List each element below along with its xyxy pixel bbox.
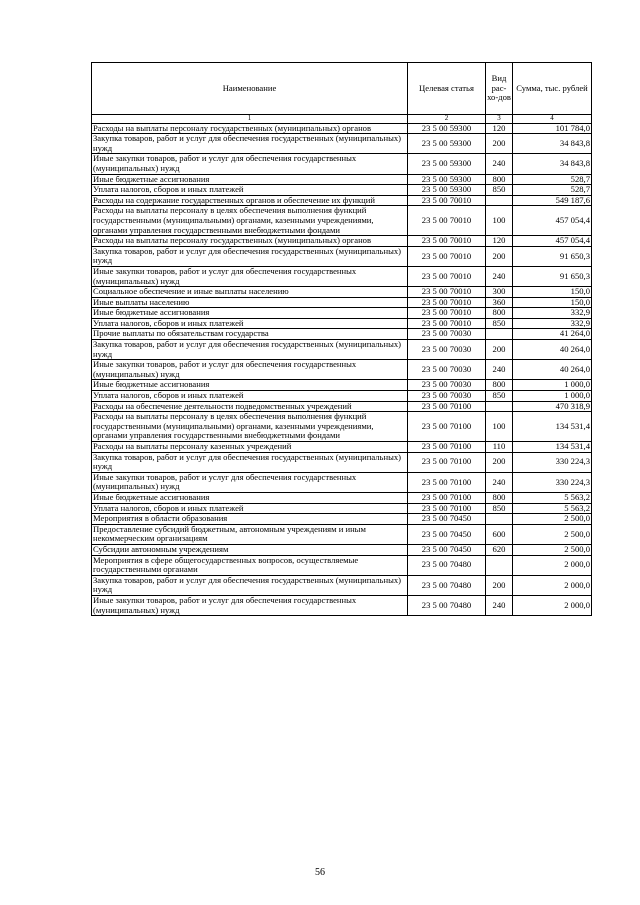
table-row xyxy=(92,340,592,360)
row-name: Расходы на выплаты персоналу казенных учреждений xyxy=(92,442,408,453)
row-target-article: 23 5 00 70010 xyxy=(408,266,486,286)
row-amount: 330 224,3 xyxy=(513,452,592,472)
row-expense-type xyxy=(486,401,513,412)
row-amount: 40 264,0 xyxy=(513,360,592,380)
row-expense-type xyxy=(486,555,513,575)
row-amount: 101 784,0 xyxy=(513,123,592,134)
row-expense-type: 800 xyxy=(486,380,513,391)
row-target-article: 23 5 00 59300 xyxy=(408,185,486,196)
row-name: Прочие выплаты по обязательствам государства xyxy=(92,329,408,340)
row-target-article: 23 5 00 70450 xyxy=(408,514,486,525)
table-row xyxy=(92,329,592,340)
row-name: Закупка товаров, работ и услуг для обеспечения государственных (муниципальных) нужд xyxy=(92,575,408,595)
row-target-article: 23 5 00 59300 xyxy=(408,154,486,174)
row-target-article: 23 5 00 70450 xyxy=(408,524,486,544)
budget-table-container xyxy=(91,62,591,616)
row-expense-type: 120 xyxy=(486,236,513,247)
row-amount: 457 054,4 xyxy=(513,206,592,236)
column-number: 1 xyxy=(92,115,408,124)
row-name: Расходы на выплаты персоналу государственных (муниципальных) органов xyxy=(92,236,408,247)
row-name: Иные бюджетные ассигнования xyxy=(92,380,408,391)
column-number-row xyxy=(92,115,592,124)
row-expense-type xyxy=(486,514,513,525)
table-row xyxy=(92,472,592,492)
table-row xyxy=(92,544,592,555)
row-amount: 91 650,3 xyxy=(513,266,592,286)
row-target-article: 23 5 00 59300 xyxy=(408,174,486,185)
row-expense-type: 850 xyxy=(486,318,513,329)
table-row xyxy=(92,287,592,298)
row-target-article: 23 5 00 70100 xyxy=(408,442,486,453)
row-target-article: 23 5 00 70100 xyxy=(408,503,486,514)
table-row xyxy=(92,174,592,185)
row-amount: 332,9 xyxy=(513,308,592,319)
table-row xyxy=(92,503,592,514)
row-expense-type: 200 xyxy=(486,340,513,360)
row-amount: 134 531,4 xyxy=(513,442,592,453)
table-row xyxy=(92,412,592,442)
header-name: Наименование xyxy=(92,63,408,115)
row-expense-type: 800 xyxy=(486,492,513,503)
row-expense-type: 100 xyxy=(486,412,513,442)
header-amount: Сумма, тыс. рублей xyxy=(513,63,592,115)
row-expense-type: 240 xyxy=(486,472,513,492)
row-expense-type: 240 xyxy=(486,154,513,174)
row-target-article: 23 5 00 70010 xyxy=(408,287,486,298)
row-name: Иные закупки товаров, работ и услуг для обеспечения государственных (муниципальных) нужд xyxy=(92,266,408,286)
row-target-article: 23 5 00 70030 xyxy=(408,329,486,340)
column-number: 3 xyxy=(486,115,513,124)
row-name: Расходы на содержание государственных органов и обеспечение их функций xyxy=(92,195,408,206)
table-row xyxy=(92,266,592,286)
row-target-article: 23 5 00 70010 xyxy=(408,206,486,236)
row-name: Уплата налогов, сборов и иных платежей xyxy=(92,503,408,514)
row-amount: 1 000,0 xyxy=(513,391,592,402)
row-amount: 134 531,4 xyxy=(513,412,592,442)
row-name: Иные бюджетные ассигнования xyxy=(92,308,408,319)
table-row xyxy=(92,401,592,412)
row-name: Расходы на выплаты персоналу в целях обеспечения выполнения функций государственными (муниципальными) органами, казенными учреждениями, органами управления государственными внебюджетными фондами xyxy=(92,206,408,236)
row-amount: 41 264,0 xyxy=(513,329,592,340)
table-row xyxy=(92,391,592,402)
row-amount: 34 843,8 xyxy=(513,134,592,154)
column-number: 2 xyxy=(408,115,486,124)
row-name: Социальное обеспечение и иные выплаты населению xyxy=(92,287,408,298)
row-target-article: 23 5 00 70010 xyxy=(408,195,486,206)
row-name: Закупка товаров, работ и услуг для обеспечения государственных (муниципальных) нужд xyxy=(92,340,408,360)
table-row xyxy=(92,492,592,503)
table-row xyxy=(92,236,592,247)
row-target-article: 23 5 00 70100 xyxy=(408,492,486,503)
row-target-article: 23 5 00 70100 xyxy=(408,452,486,472)
row-target-article: 23 5 00 70030 xyxy=(408,340,486,360)
row-expense-type: 100 xyxy=(486,206,513,236)
row-amount: 1 000,0 xyxy=(513,380,592,391)
column-number: 4 xyxy=(513,115,592,124)
row-amount: 5 563,2 xyxy=(513,492,592,503)
row-name: Расходы на обеспечение деятельности подведомственных учреждений xyxy=(92,401,408,412)
row-target-article: 23 5 00 70030 xyxy=(408,391,486,402)
row-target-article: 23 5 00 70010 xyxy=(408,297,486,308)
row-amount: 332,9 xyxy=(513,318,592,329)
row-amount: 2 500,0 xyxy=(513,524,592,544)
row-target-article: 23 5 00 70010 xyxy=(408,246,486,266)
row-expense-type: 240 xyxy=(486,266,513,286)
table-row xyxy=(92,524,592,544)
row-amount: 2 000,0 xyxy=(513,575,592,595)
table-body xyxy=(92,123,592,616)
row-target-article: 23 5 00 70450 xyxy=(408,544,486,555)
row-target-article: 23 5 00 59300 xyxy=(408,123,486,134)
table-row xyxy=(92,360,592,380)
row-expense-type: 850 xyxy=(486,185,513,196)
row-target-article: 23 5 00 59300 xyxy=(408,134,486,154)
row-name: Уплата налогов, сборов и иных платежей xyxy=(92,318,408,329)
budget-table xyxy=(91,62,592,616)
row-amount: 528,7 xyxy=(513,185,592,196)
row-amount: 40 264,0 xyxy=(513,340,592,360)
row-amount: 2 500,0 xyxy=(513,544,592,555)
row-target-article: 23 5 00 70100 xyxy=(408,401,486,412)
row-name: Мероприятия в области образования xyxy=(92,514,408,525)
table-row xyxy=(92,185,592,196)
row-amount: 5 563,2 xyxy=(513,503,592,514)
header-target-article: Целевая статья xyxy=(408,63,486,115)
row-target-article: 23 5 00 70010 xyxy=(408,236,486,247)
table-row xyxy=(92,514,592,525)
row-expense-type xyxy=(486,329,513,340)
page-number: 56 xyxy=(315,867,325,878)
table-row xyxy=(92,555,592,575)
row-amount: 457 054,4 xyxy=(513,236,592,247)
table-row xyxy=(92,206,592,236)
row-target-article: 23 5 00 70030 xyxy=(408,380,486,391)
row-expense-type: 200 xyxy=(486,134,513,154)
table-row xyxy=(92,123,592,134)
row-amount: 528,7 xyxy=(513,174,592,185)
table-row xyxy=(92,134,592,154)
row-expense-type: 620 xyxy=(486,544,513,555)
row-name: Мероприятия в сфере общегосударственных вопросов, осуществляемые государственными органами xyxy=(92,555,408,575)
row-name: Предоставление субсидий бюджетным, автономным учреждениям и иным некоммерческим организациям xyxy=(92,524,408,544)
table-header-row xyxy=(92,63,592,115)
table-row xyxy=(92,442,592,453)
row-expense-type xyxy=(486,195,513,206)
row-expense-type: 200 xyxy=(486,575,513,595)
table-row xyxy=(92,452,592,472)
row-name: Иные закупки товаров, работ и услуг для обеспечения государственных (муниципальных) нужд xyxy=(92,154,408,174)
row-target-article: 23 5 00 70100 xyxy=(408,472,486,492)
table-row xyxy=(92,318,592,329)
row-name: Расходы на выплаты персоналу в целях обеспечения выполнения функций государственными (муниципальными) органами, казенными учреждениями, органами управления государственными внебюджетными фондами xyxy=(92,412,408,442)
row-target-article: 23 5 00 70100 xyxy=(408,412,486,442)
row-name: Закупка товаров, работ и услуг для обеспечения государственных (муниципальных) нужд xyxy=(92,246,408,266)
row-amount: 150,0 xyxy=(513,287,592,298)
row-amount: 549 187,6 xyxy=(513,195,592,206)
row-expense-type: 200 xyxy=(486,452,513,472)
row-name: Иные бюджетные ассигнования xyxy=(92,174,408,185)
row-expense-type: 800 xyxy=(486,308,513,319)
row-target-article: 23 5 00 70480 xyxy=(408,555,486,575)
row-target-article: 23 5 00 70480 xyxy=(408,595,486,615)
row-amount: 34 843,8 xyxy=(513,154,592,174)
row-expense-type: 600 xyxy=(486,524,513,544)
row-target-article: 23 5 00 70010 xyxy=(408,318,486,329)
row-expense-type: 360 xyxy=(486,297,513,308)
row-name: Иные закупки товаров, работ и услуг для обеспечения государственных (муниципальных) нужд xyxy=(92,360,408,380)
row-amount: 150,0 xyxy=(513,297,592,308)
row-expense-type: 800 xyxy=(486,174,513,185)
row-target-article: 23 5 00 70030 xyxy=(408,360,486,380)
row-expense-type: 850 xyxy=(486,391,513,402)
row-expense-type: 110 xyxy=(486,442,513,453)
header-expense-type: Вид рас-хо-дов xyxy=(486,63,513,115)
row-expense-type: 200 xyxy=(486,246,513,266)
row-expense-type: 240 xyxy=(486,595,513,615)
row-target-article: 23 5 00 70010 xyxy=(408,308,486,319)
row-amount: 2 500,0 xyxy=(513,514,592,525)
row-name: Закупка товаров, работ и услуг для обеспечения государственных (муниципальных) нужд xyxy=(92,452,408,472)
row-amount: 330 224,3 xyxy=(513,472,592,492)
row-amount: 470 318,9 xyxy=(513,401,592,412)
row-name: Расходы на выплаты персоналу государственных (муниципальных) органов xyxy=(92,123,408,134)
table-row xyxy=(92,195,592,206)
table-row xyxy=(92,380,592,391)
row-expense-type: 850 xyxy=(486,503,513,514)
table-row xyxy=(92,154,592,174)
row-amount: 2 000,0 xyxy=(513,595,592,615)
row-expense-type: 300 xyxy=(486,287,513,298)
row-amount: 91 650,3 xyxy=(513,246,592,266)
table-row xyxy=(92,308,592,319)
row-name: Иные закупки товаров, работ и услуг для обеспечения государственных (муниципальных) нужд xyxy=(92,472,408,492)
row-name: Субсидии автономным учреждениям xyxy=(92,544,408,555)
row-target-article: 23 5 00 70480 xyxy=(408,575,486,595)
row-expense-type: 120 xyxy=(486,123,513,134)
row-name: Закупка товаров, работ и услуг для обеспечения государственных (муниципальных) нужд xyxy=(92,134,408,154)
table-row xyxy=(92,297,592,308)
table-row xyxy=(92,246,592,266)
table-row xyxy=(92,595,592,615)
row-expense-type: 240 xyxy=(486,360,513,380)
row-name: Уплата налогов, сборов и иных платежей xyxy=(92,391,408,402)
row-amount: 2 000,0 xyxy=(513,555,592,575)
table-row xyxy=(92,575,592,595)
row-name: Иные закупки товаров, работ и услуг для обеспечения государственных (муниципальных) нужд xyxy=(92,595,408,615)
row-name: Уплата налогов, сборов и иных платежей xyxy=(92,185,408,196)
row-name: Иные выплаты населению xyxy=(92,297,408,308)
row-name: Иные бюджетные ассигнования xyxy=(92,492,408,503)
